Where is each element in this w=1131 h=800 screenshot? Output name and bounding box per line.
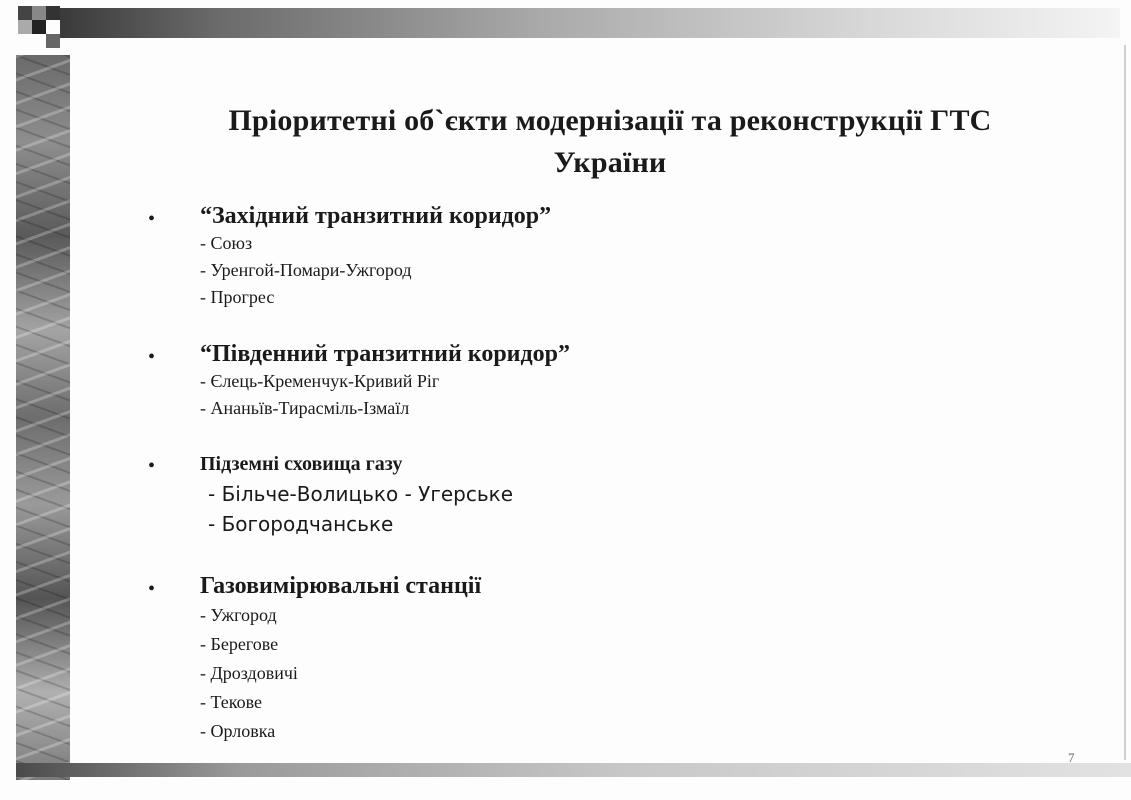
list-item: - Берегове <box>200 634 279 654</box>
corner-pattern <box>18 6 78 56</box>
list-item: - Дроздовичі <box>200 663 298 683</box>
side-photo-strip <box>16 55 70 780</box>
list-item: - Єлець-Кременчук-Кривий Ріг <box>200 371 440 391</box>
bullet-point: • <box>148 208 156 230</box>
list-item: - Союз <box>200 233 253 253</box>
section-heading: Газовимірювальні станції <box>200 573 482 599</box>
page-number: 7 <box>1068 750 1075 765</box>
list-item: - Ананьїв-Тирасміль-Ізмаїл <box>200 398 410 418</box>
page-title <box>150 100 1070 184</box>
top-decorative-bar <box>60 8 1120 38</box>
list-item: - Прогрес <box>200 287 275 307</box>
title-line-1: Пріоритетні об`єкти модернізації та реконструкції ГТС <box>228 104 992 137</box>
list-item: - Богородчанське <box>208 512 394 536</box>
section-heading: Підземні сховища газу <box>200 453 403 475</box>
list-item: - Текове <box>200 692 263 712</box>
bullet-point: • <box>148 455 156 477</box>
list-item: - Ужгород <box>200 605 277 625</box>
list-item: - Орловка <box>200 721 276 741</box>
page-edge <box>1124 45 1126 760</box>
bottom-decorative-bar <box>16 763 1131 777</box>
title-line-2: України <box>553 146 667 179</box>
bullet-point: • <box>148 578 156 600</box>
list-item: - Більче-Волицько - Угерське <box>208 482 514 506</box>
list-item: - Уренгой-Помари-Ужгород <box>200 260 412 280</box>
section-heading: “Західний транзитний коридор” <box>200 203 552 229</box>
section-heading: “Південний транзитний коридор” <box>200 341 570 367</box>
bullet-point: • <box>148 346 156 368</box>
